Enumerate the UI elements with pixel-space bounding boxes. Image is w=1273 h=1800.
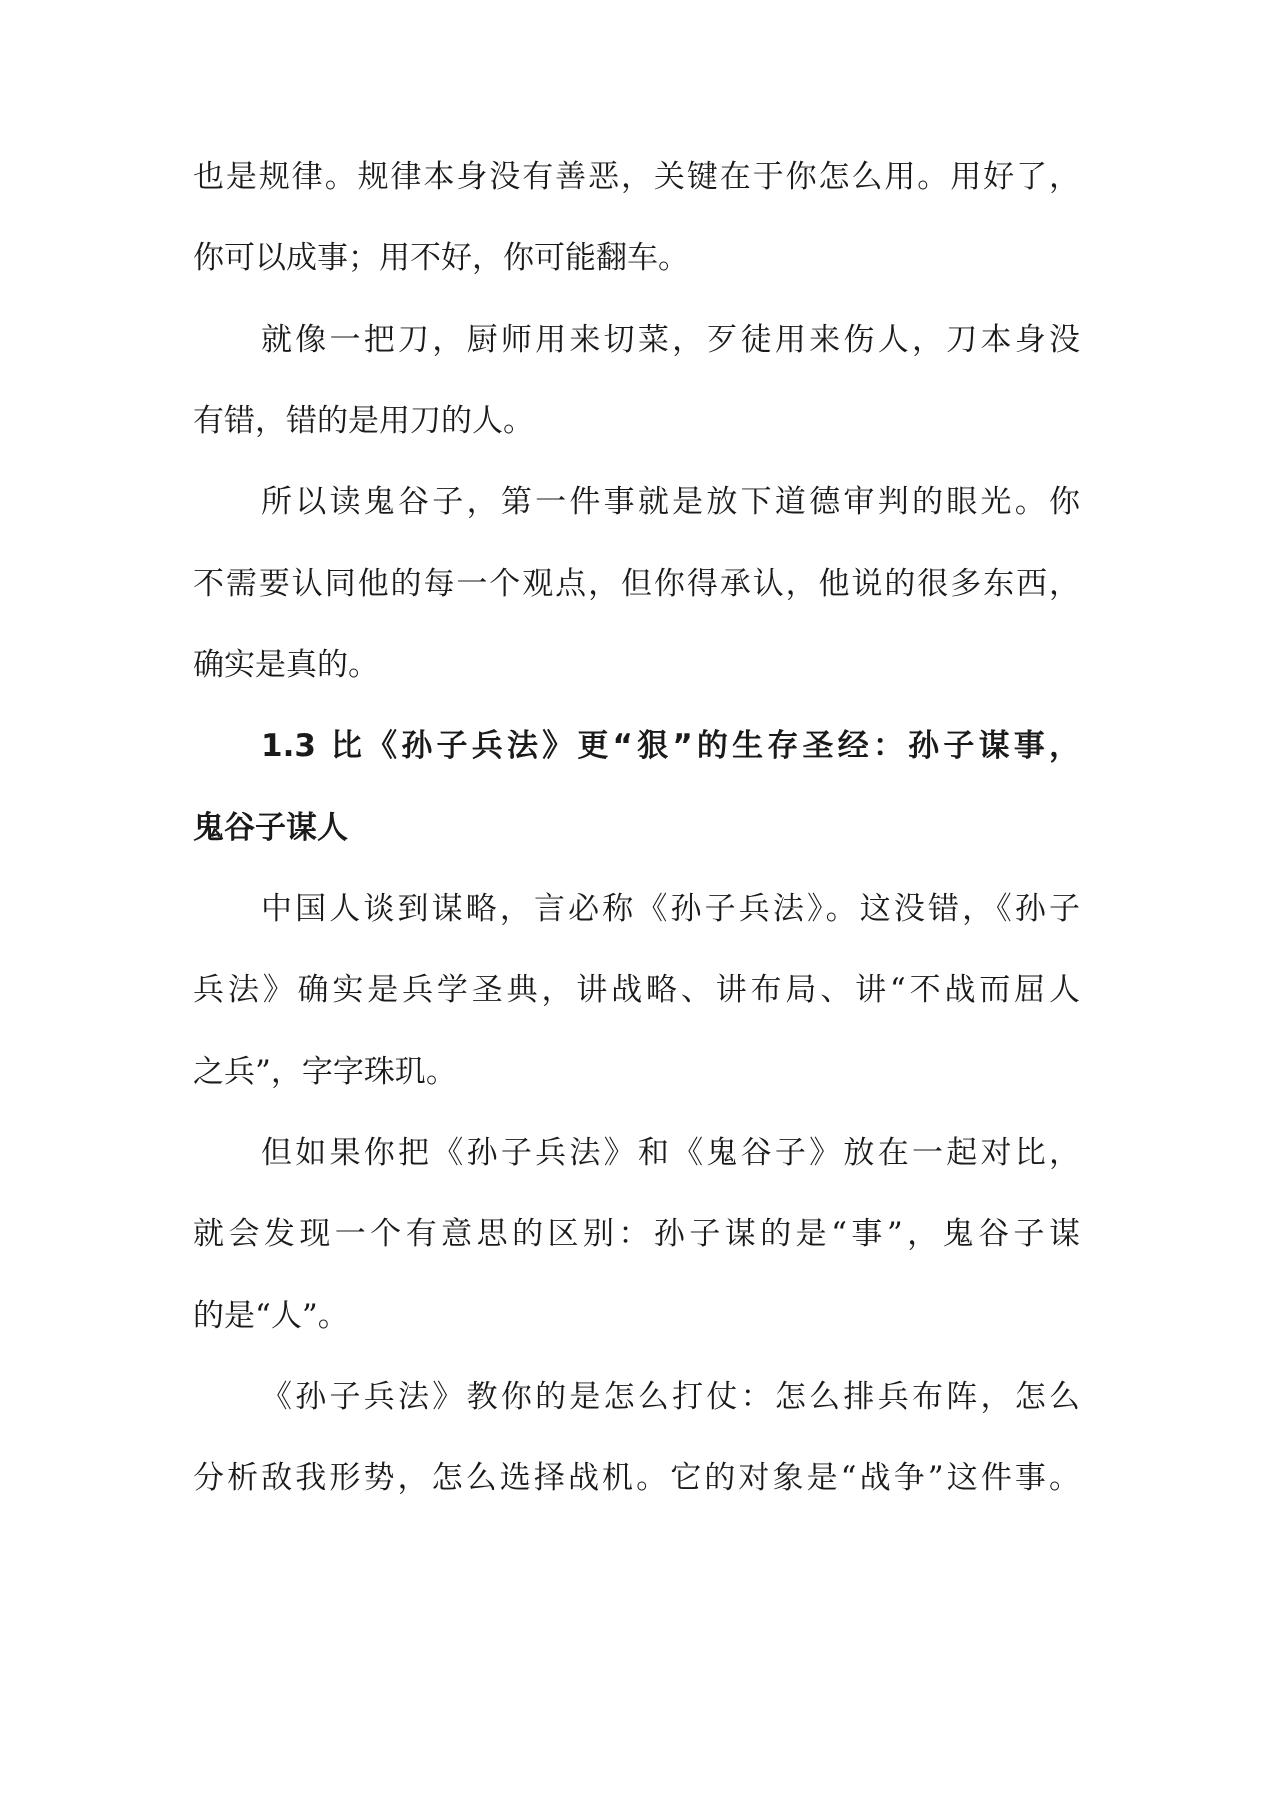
section-heading: 鬼谷子谋人 [193,810,348,846]
text-line: 《孙子兵法》教你的是怎么打仗：怎么排兵布阵，怎么 [261,1379,1080,1415]
text-line: 不需要认同他的每一个观点，但你得承认，他说的很多东西， [193,566,1080,602]
text-line: 也是规律。规律本身没有善恶，关键在于你怎么用。用好了， [193,159,1080,195]
text-line: 确实是真的。 [193,647,379,683]
text-line: 就会发现一个有意思的区别：孙子谋的是“事”，鬼谷子谋 [193,1216,1080,1252]
text-line: 的是“人”。 [193,1298,349,1334]
text-line: 所以读鬼谷子，第一件事就是放下道德审判的眼光。你 [261,484,1080,520]
text-line: 就像一把刀，厨师用来切菜，歹徒用来伤人，刀本身没 [261,322,1080,358]
text-line: 兵法》确实是兵学圣典，讲战略、讲布局、讲“不战而屈人 [193,972,1080,1008]
text-line: 但如果你把《孙子兵法》和《鬼谷子》放在一起对比， [261,1135,1080,1171]
text-line: 中国人谈到谋略，言必称《孙子兵法》。这没错，《孙子 [261,891,1080,927]
text-line: 分析敌我形势，怎么选择战机。它的对象是“战争”这件事。 [193,1460,1080,1496]
section-heading: 1.3 比《孙子兵法》更“狠”的生存圣经：孙子谋事， [261,728,1080,764]
text-line: 之兵”，字字珠玑。 [193,1054,457,1090]
text-line: 你可以成事；用不好，你可能翻车。 [193,240,689,276]
text-line: 有错，错的是用刀的人。 [193,403,534,439]
